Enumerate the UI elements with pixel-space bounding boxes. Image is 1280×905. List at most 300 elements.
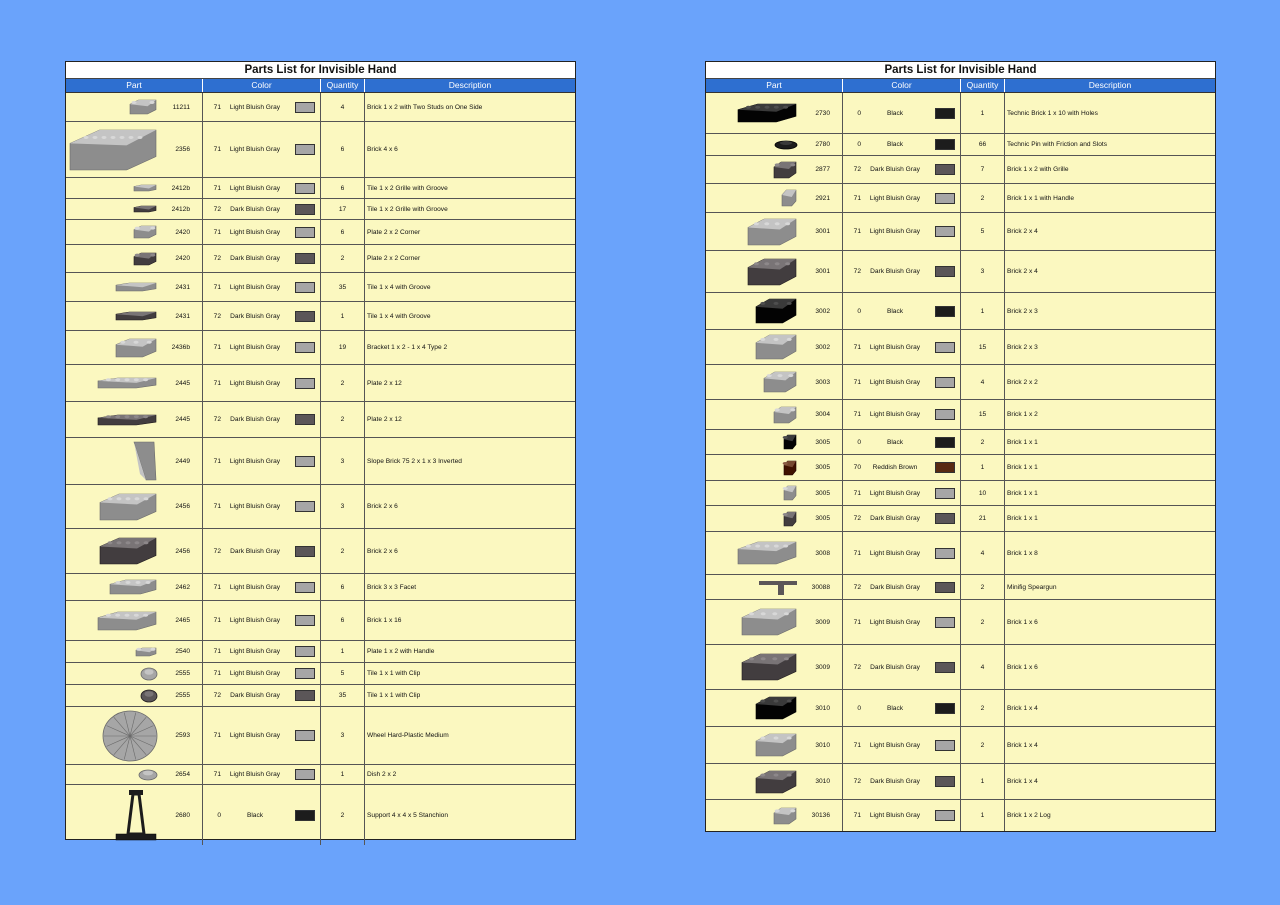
color-code: 71 [213, 379, 221, 387]
quantity-cell: 1 [961, 455, 1005, 480]
table-row [706, 506, 1215, 532]
part-cell [706, 645, 843, 689]
quantity-cell: 2 [961, 184, 1005, 212]
dish-icon [138, 769, 158, 781]
description-cell: Brick 1 x 1 with Handle [1007, 194, 1075, 202]
beam-icon [736, 540, 798, 566]
quantity-cell: 17 [321, 199, 365, 219]
color-swatch [295, 102, 315, 113]
parts-list-title: Parts List for Invisible Hand [706, 62, 1215, 79]
color-code: 71 [213, 648, 221, 655]
color-swatch [295, 311, 315, 322]
color-swatch [935, 193, 955, 204]
color-cell [203, 685, 321, 706]
part-cell [706, 330, 843, 364]
part-number: 2654 [175, 771, 190, 778]
color-name: Light Bluish Gray [869, 343, 921, 351]
tile-icon [132, 204, 158, 214]
color-code: 70 [853, 464, 861, 471]
color-code: 0 [857, 141, 861, 148]
quantity-cell: 1 [961, 293, 1005, 329]
color-name: Light Bluish Gray [869, 411, 921, 418]
table-body [706, 93, 1215, 831]
color-cell [843, 455, 961, 480]
column-headers [706, 79, 1215, 93]
color-code: 71 [853, 618, 861, 626]
color-name: Light Bluish Gray [869, 549, 921, 557]
part-cell [706, 506, 843, 531]
part-cell [66, 641, 203, 662]
color-swatch [935, 306, 955, 317]
color-cell [203, 641, 321, 662]
part-number: 3010 [815, 741, 830, 749]
quantity-cell: 2 [961, 727, 1005, 763]
plate-icon [132, 251, 158, 267]
handle-icon [780, 188, 798, 208]
brick-icon [746, 257, 798, 287]
quantity-cell: 1 [321, 302, 365, 330]
description-cell: Brick 2 x 3 [1007, 307, 1038, 315]
color-cell [203, 574, 321, 600]
color-swatch [935, 810, 955, 821]
table-row [706, 213, 1215, 251]
part-number: 3003 [815, 378, 830, 386]
color-cell [843, 93, 961, 133]
part-number: 3002 [815, 307, 830, 315]
color-cell [203, 302, 321, 330]
part-number: 30136 [811, 812, 830, 819]
part-cell [66, 574, 203, 600]
part-cell [66, 178, 203, 198]
description-cell: Minifig Speargun [1007, 583, 1057, 591]
color-code: 71 [213, 184, 221, 192]
color-name: Black [246, 811, 264, 819]
color-code: 71 [213, 283, 221, 291]
part-number: 11211 [172, 103, 190, 111]
table-row [706, 251, 1215, 293]
part-cell [66, 122, 203, 177]
color-swatch [295, 582, 315, 593]
description-cell: Brick 1 x 1 [1007, 489, 1038, 497]
quantity-cell: 35 [321, 273, 365, 301]
part-cell [706, 727, 843, 763]
description-cell: Tile 1 x 4 with Groove [367, 283, 431, 291]
color-swatch [935, 548, 955, 559]
color-name: Light Bluish Gray [869, 812, 921, 819]
color-cell [203, 122, 321, 177]
color-name: Light Bluish Gray [869, 741, 921, 749]
clip-icon [140, 667, 158, 681]
brick-icon [128, 98, 158, 116]
color-swatch [935, 662, 955, 673]
color-swatch [295, 204, 315, 215]
description-cell: Brick 1 x 16 [367, 617, 402, 624]
description-cell: Technic Brick 1 x 10 with Holes [1007, 109, 1098, 117]
color-cell [203, 245, 321, 272]
color-code: 71 [213, 344, 221, 351]
color-swatch [935, 139, 955, 150]
color-swatch [295, 253, 315, 264]
part-number: 2449 [175, 457, 190, 465]
description-cell: Brick 1 x 8 [1007, 549, 1038, 557]
table-row [66, 93, 575, 122]
header-description: Description [1088, 80, 1132, 90]
stanchion-icon [114, 788, 158, 842]
color-code: 71 [213, 103, 221, 111]
color-name: Dark Bluish Gray [870, 778, 920, 785]
table-row [66, 402, 575, 438]
color-swatch [935, 617, 955, 628]
color-swatch [295, 183, 315, 194]
table-row [706, 690, 1215, 727]
description-cell: Brick 1 x 2 with Two Studs on One Side [367, 103, 483, 111]
color-name: Light Bluish Gray [869, 618, 921, 626]
table-row [706, 600, 1215, 645]
part-cell [706, 251, 843, 292]
quantity-cell: 5 [961, 213, 1005, 250]
color-name: Light Bluish Gray [869, 489, 921, 497]
plate-icon [96, 376, 158, 390]
color-swatch [935, 108, 955, 119]
quantity-cell: 3 [321, 707, 365, 764]
table-row [66, 641, 575, 663]
table-row [66, 273, 575, 302]
color-code: 71 [213, 617, 221, 624]
description-cell: Technic Pin with Friction and Slots [1007, 141, 1108, 148]
color-name: Light Bluish Gray [229, 648, 281, 655]
color-swatch [295, 282, 315, 293]
description-cell: Tile 1 x 4 with Groove [367, 312, 431, 320]
table-row [706, 330, 1215, 365]
color-swatch [295, 646, 315, 657]
quantity-cell: 3 [321, 485, 365, 528]
facet-icon [108, 578, 158, 596]
color-swatch [295, 769, 315, 780]
description-cell: Brick 1 x 2 [1007, 411, 1038, 418]
part-number: 3009 [815, 663, 830, 671]
part-cell [706, 800, 843, 831]
description-cell: Bracket 1 x 2 - 1 x 4 Type 2 [367, 344, 448, 351]
description-cell: Wheel Hard-Plastic Medium [367, 732, 449, 739]
table-row [706, 93, 1215, 134]
color-swatch [935, 377, 955, 388]
color-code: 71 [853, 228, 861, 235]
quantity-cell: 66 [961, 134, 1005, 155]
color-name: Light Bluish Gray [869, 228, 921, 235]
table-row [66, 438, 575, 485]
color-cell [843, 600, 961, 644]
table-row [66, 601, 575, 641]
color-name: Light Bluish Gray [229, 146, 281, 153]
quantity-cell: 4 [961, 532, 1005, 574]
quantity-cell: 1 [321, 765, 365, 784]
table-row [706, 800, 1215, 831]
brick-icon [746, 217, 798, 247]
color-cell [203, 485, 321, 528]
color-name: Dark Bluish Gray [230, 416, 280, 423]
color-code: 71 [853, 194, 861, 202]
color-code: 71 [853, 489, 861, 497]
table-row [706, 455, 1215, 481]
color-code: 72 [853, 268, 861, 275]
color-cell [843, 800, 961, 831]
color-code: 72 [213, 547, 221, 555]
table-row [706, 575, 1215, 600]
color-code: 0 [857, 307, 861, 315]
header-color: Color [203, 79, 321, 92]
header-color: Color [843, 79, 961, 92]
description-cell: Brick 2 x 2 [1007, 378, 1038, 386]
color-name: Black [886, 307, 904, 315]
part-number: 2420 [175, 228, 190, 236]
quantity-cell: 2 [961, 690, 1005, 726]
part-number: 3005 [815, 515, 830, 522]
color-swatch [295, 456, 315, 467]
quantity-cell: 15 [961, 400, 1005, 429]
part-number: 2412b [171, 184, 190, 192]
brick-icon [782, 433, 798, 451]
part-cell [706, 764, 843, 799]
color-code: 72 [213, 692, 221, 699]
brick-icon [772, 405, 798, 425]
color-cell [843, 134, 961, 155]
part-number: 2456 [175, 547, 190, 555]
part-number: 2555 [175, 692, 190, 699]
part-number: 3002 [815, 343, 830, 351]
table-row [706, 727, 1215, 764]
table-row [706, 134, 1215, 156]
header-quantity: Quantity [961, 79, 1005, 92]
beam-icon [754, 695, 798, 721]
parts-list-left [65, 61, 576, 840]
header-description: Description [448, 80, 492, 90]
description-cell: Brick 3 x 3 Facet [367, 583, 417, 591]
color-code: 71 [213, 670, 221, 677]
color-name: Light Bluish Gray [869, 194, 921, 202]
table-row [66, 529, 575, 574]
color-name: Dark Bluish Gray [870, 166, 920, 173]
color-cell [203, 365, 321, 401]
beam-icon [754, 769, 798, 795]
color-swatch [295, 342, 315, 353]
color-cell [203, 707, 321, 764]
color-cell [843, 506, 961, 531]
description-cell: Plate 2 x 2 Corner [367, 255, 421, 262]
color-name: Dark Bluish Gray [870, 515, 920, 522]
description-cell: Brick 2 x 6 [367, 547, 398, 555]
part-cell [66, 663, 203, 684]
part-cell [66, 245, 203, 272]
brick-icon [68, 128, 158, 172]
table-row [706, 184, 1215, 213]
description-cell: Plate 2 x 12 [367, 379, 402, 387]
color-name: Dark Bluish Gray [230, 255, 280, 262]
table-row [706, 365, 1215, 400]
clip-icon [140, 689, 158, 703]
table-row [66, 485, 575, 529]
color-swatch [295, 144, 315, 155]
part-cell [66, 273, 203, 301]
brick-icon [98, 536, 158, 566]
part-cell [706, 184, 843, 212]
color-cell [843, 330, 961, 364]
table-row [66, 302, 575, 331]
color-code: 0 [857, 438, 861, 446]
part-number: 2555 [175, 670, 190, 677]
color-swatch [935, 409, 955, 420]
part-number: 3005 [815, 464, 830, 471]
part-cell [706, 430, 843, 454]
description-cell: Brick 2 x 4 [1007, 228, 1038, 235]
description-cell: Support 4 x 4 x 5 Stanchion [367, 811, 449, 819]
table-row [706, 532, 1215, 575]
color-swatch [295, 690, 315, 701]
table-row [66, 574, 575, 601]
color-cell [203, 273, 321, 301]
color-name: Light Bluish Gray [229, 103, 281, 111]
brick-icon [98, 492, 158, 522]
color-swatch [935, 513, 955, 524]
table-row [66, 245, 575, 273]
color-code: 71 [853, 812, 861, 819]
color-name: Light Bluish Gray [229, 583, 281, 591]
table-row [66, 765, 575, 785]
part-cell [66, 685, 203, 706]
speargun-icon [758, 578, 798, 596]
quantity-cell: 2 [961, 575, 1005, 599]
table-row [706, 400, 1215, 430]
description-cell: Brick 1 x 4 [1007, 741, 1038, 749]
part-number: 2730 [815, 109, 830, 117]
color-swatch [935, 703, 955, 714]
color-cell [203, 178, 321, 198]
quantity-cell: 1 [961, 764, 1005, 799]
color-name: Light Bluish Gray [229, 379, 281, 387]
color-cell [843, 690, 961, 726]
part-cell [706, 400, 843, 429]
part-cell [706, 600, 843, 644]
part-number: 2445 [175, 379, 190, 387]
part-cell [706, 455, 843, 480]
color-swatch [295, 414, 315, 425]
part-number: 2465 [175, 617, 190, 624]
part-number: 2877 [815, 166, 830, 173]
color-swatch [935, 462, 955, 473]
quantity-cell: 15 [961, 330, 1005, 364]
table-row [66, 785, 575, 845]
plate-icon [96, 413, 158, 427]
beam-icon [740, 607, 798, 637]
color-code: 72 [213, 312, 221, 320]
color-code: 71 [213, 146, 221, 153]
quantity-cell: 4 [961, 645, 1005, 689]
color-cell [843, 251, 961, 292]
part-cell [706, 134, 843, 155]
color-cell [843, 575, 961, 599]
part-cell [706, 293, 843, 329]
color-name: Light Bluish Gray [229, 503, 281, 510]
quantity-cell: 3 [961, 251, 1005, 292]
color-code: 72 [213, 205, 221, 213]
part-cell [66, 199, 203, 219]
part-number: 2431 [175, 283, 190, 291]
color-cell [843, 727, 961, 763]
table-row [706, 430, 1215, 455]
color-name: Dark Bluish Gray [230, 547, 280, 555]
color-swatch [935, 437, 955, 448]
color-cell [203, 529, 321, 573]
quantity-cell: 4 [321, 93, 365, 121]
part-cell [66, 402, 203, 437]
part-cell [66, 485, 203, 528]
color-code: 0 [217, 811, 221, 819]
part-number: 30088 [811, 583, 830, 591]
description-cell: Brick 1 x 1 [1007, 438, 1038, 446]
color-code: 71 [853, 343, 861, 351]
part-number: 2921 [815, 194, 830, 202]
color-name: Light Bluish Gray [229, 617, 281, 624]
color-swatch [935, 582, 955, 593]
part-cell [66, 529, 203, 573]
description-cell: Brick 2 x 3 [1007, 343, 1038, 351]
color-code: 71 [853, 549, 861, 557]
color-name: Dark Bluish Gray [870, 583, 920, 591]
color-code: 72 [853, 663, 861, 671]
header-quantity: Quantity [321, 79, 365, 92]
color-cell [843, 365, 961, 399]
plate-icon [134, 646, 158, 658]
color-code: 72 [853, 778, 861, 785]
part-cell [706, 213, 843, 250]
part-number: 2680 [175, 811, 190, 819]
tile-icon [114, 310, 158, 322]
color-name: Light Bluish Gray [229, 457, 281, 465]
pin-icon [774, 140, 798, 150]
color-code: 0 [857, 704, 861, 712]
brick-icon [754, 297, 798, 325]
description-cell: Brick 1 x 1 [1007, 515, 1038, 522]
color-swatch [935, 342, 955, 353]
quantity-cell: 6 [321, 601, 365, 640]
part-number: 2462 [175, 583, 190, 591]
color-name: Light Bluish Gray [229, 228, 281, 236]
brick-icon [782, 484, 798, 502]
color-cell [203, 438, 321, 484]
color-name: Light Bluish Gray [229, 670, 281, 677]
description-cell: Brick 4 x 6 [367, 146, 398, 153]
part-cell [706, 481, 843, 505]
part-cell [706, 93, 843, 133]
color-swatch [295, 615, 315, 626]
color-name: Light Bluish Gray [229, 283, 281, 291]
brick-icon [772, 160, 798, 180]
quantity-cell: 6 [321, 574, 365, 600]
color-code: 71 [213, 503, 221, 510]
description-cell: Tile 1 x 2 Grille with Groove [367, 205, 448, 213]
quantity-cell: 5 [321, 663, 365, 684]
tile-icon [132, 183, 158, 193]
description-cell: Slope Brick 75 2 x 1 x 3 Inverted [367, 457, 462, 465]
color-name: Dark Bluish Gray [230, 312, 280, 320]
color-cell [843, 645, 961, 689]
color-code: 72 [853, 166, 861, 173]
color-name: Dark Bluish Gray [230, 205, 280, 213]
color-code: 71 [213, 457, 221, 465]
quantity-cell: 10 [961, 481, 1005, 505]
part-number: 2436b [171, 344, 190, 351]
part-number: 3005 [815, 438, 830, 446]
part-number: 2593 [175, 732, 190, 739]
